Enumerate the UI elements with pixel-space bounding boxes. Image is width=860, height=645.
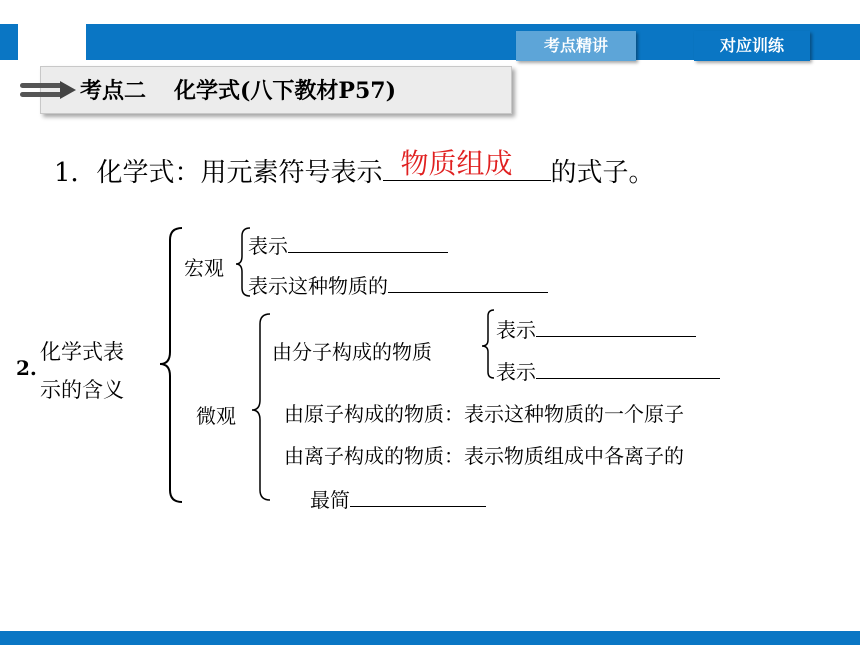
macro-label: 宏观 <box>184 256 224 280</box>
molecule-item-2: 表示 <box>496 356 720 385</box>
q2-label-line2: 示的含义 <box>40 378 124 402</box>
micro-label: 微观 <box>196 404 236 428</box>
tab-practice[interactable]: 对应训练 <box>694 31 810 61</box>
brace-main <box>160 228 182 502</box>
heading-title: 化学式(八下教材P57) <box>174 78 396 104</box>
tab-key-points[interactable]: 考点精讲 <box>516 31 636 61</box>
q1-suffix: 的式子。 <box>550 158 655 188</box>
brace-molecule <box>482 310 494 378</box>
q2-label-line1: 化学式表 <box>40 340 124 364</box>
macro-item-1: 表示 <box>248 230 448 259</box>
atom-line: 由原子构成的物质：表示这种物质的一个原子 <box>284 402 684 426</box>
q1-answer: 物质组成 <box>400 147 513 180</box>
q2-number: 2. <box>16 356 37 380</box>
q1-prefix: 1．化学式：用元素符号表示 <box>54 158 383 188</box>
ion-line-2: 最简 <box>310 484 486 513</box>
molecule-label: 由分子构成的物质 <box>272 340 432 364</box>
molecule-item-1: 表示 <box>496 314 696 343</box>
bottom-bar <box>0 631 860 645</box>
macro-item-2: 表示这种物质的 <box>248 270 548 299</box>
heading-label: 考点二 <box>80 78 147 104</box>
brace-micro <box>252 314 270 500</box>
ion-line-1: 由离子构成的物质：表示物质组成中各离子的 <box>284 444 684 468</box>
